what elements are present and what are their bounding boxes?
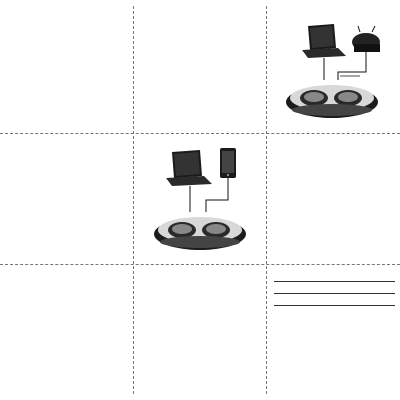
fill-in-row xyxy=(272,290,395,294)
column-divider-2 xyxy=(266,6,267,394)
fill-in-line[interactable] xyxy=(274,302,395,306)
router-icon xyxy=(352,26,380,52)
panel-2-text xyxy=(136,8,264,132)
column-divider-1 xyxy=(133,6,134,394)
panel-7-text xyxy=(2,268,131,392)
panel-4-text xyxy=(2,140,131,262)
panel-6-text xyxy=(269,140,398,262)
panel-9-form xyxy=(269,268,398,392)
phone-icon xyxy=(220,148,236,178)
fill-in-row xyxy=(272,302,395,306)
panel-8-text xyxy=(136,268,264,392)
laptop-router-dock-figure xyxy=(280,22,390,130)
panel-1-text xyxy=(2,8,131,132)
row-divider-2 xyxy=(0,264,400,265)
fill-in-line[interactable] xyxy=(274,290,395,294)
dock-device-icon xyxy=(286,85,378,118)
laptop-icon xyxy=(302,24,346,58)
row-divider-1 xyxy=(0,133,400,134)
laptop-phone-dock-figure xyxy=(150,142,258,258)
dock-device-icon xyxy=(154,217,246,250)
fill-in-line[interactable] xyxy=(274,278,395,282)
fill-in-row xyxy=(272,278,395,282)
laptop-icon xyxy=(166,150,212,186)
